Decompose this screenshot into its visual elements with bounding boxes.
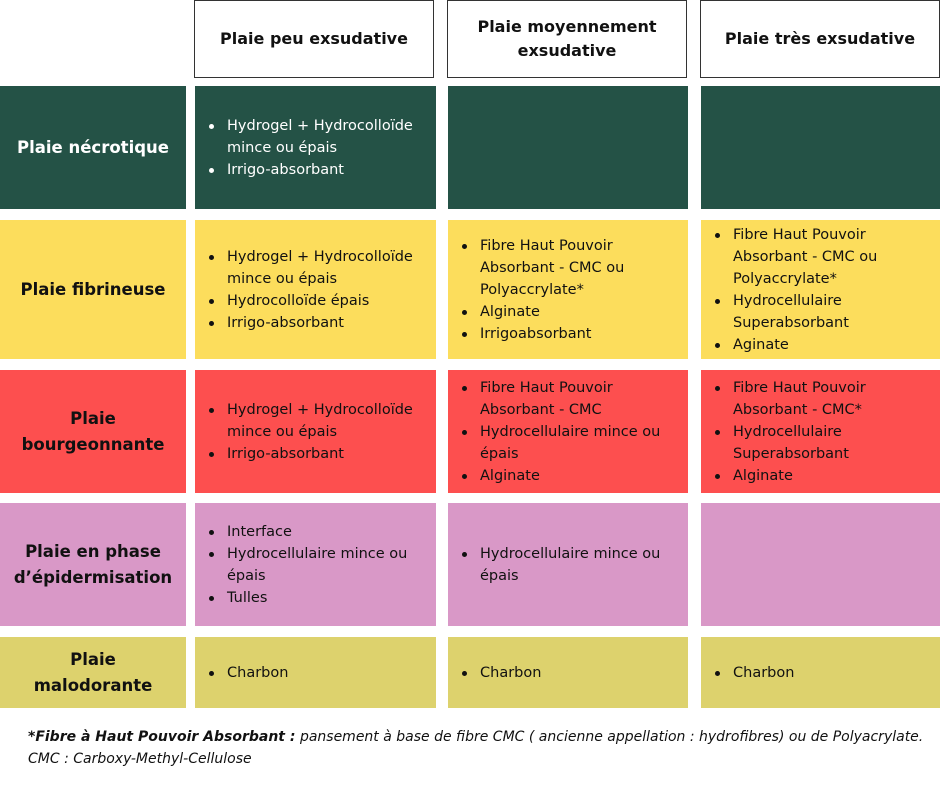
row-label-text: Plaie nécrotique bbox=[17, 137, 169, 157]
row-label-text: Plaie malodorante bbox=[33, 649, 153, 695]
row-label-epidermisation bbox=[0, 503, 186, 626]
cell-epidermisation-moyennement-exsudative bbox=[448, 503, 688, 626]
treatment-item: Irrigoabsorbant bbox=[460, 323, 680, 345]
cell-epidermisation-tres-exsudative bbox=[701, 503, 940, 626]
treatment-item: Fibre Haut Pouvoir Absorbant - CMC bbox=[460, 377, 680, 421]
treatment-item: Hydrogel + Hydrocolloïde mince ou épais bbox=[207, 399, 428, 443]
cell-bourgeonnante-moyennement-exsudative bbox=[448, 370, 688, 493]
treatment-list bbox=[460, 662, 541, 684]
footnote-term: *Fibre à Haut Pouvoir Absorbant : bbox=[28, 729, 296, 745]
footnote-definition-line bbox=[28, 726, 928, 748]
treatment-list bbox=[713, 377, 932, 487]
cell-necrotique-peu-exsudative bbox=[195, 86, 436, 209]
treatment-item: Irrigo-absorbant bbox=[207, 159, 428, 181]
footnote bbox=[28, 726, 928, 770]
treatment-item: Alginate bbox=[460, 465, 680, 487]
treatment-item: Alginate bbox=[460, 301, 680, 323]
row-label-malodorante bbox=[0, 637, 186, 708]
treatment-item: Tulles bbox=[207, 587, 428, 609]
treatment-item: Fibre Haut Pouvoir Absorbant - CMC ou Polyaccrylate* bbox=[460, 235, 680, 301]
treatment-item: Hydrocellulaire Superabsorbant bbox=[713, 421, 932, 465]
treatment-item: Charbon bbox=[207, 662, 288, 684]
treatment-list bbox=[713, 662, 794, 684]
treatment-list bbox=[460, 235, 680, 345]
column-header-label: Plaie très exsudative bbox=[724, 29, 916, 48]
footnote-definition: pansement à base de fibre CMC ( ancienne appellation : hydrofibres) ou de Polyacrylate. bbox=[299, 729, 924, 745]
treatment-item: Hydrocellulaire mince ou épais bbox=[460, 421, 680, 465]
cell-epidermisation-peu-exsudative bbox=[195, 503, 436, 626]
column-header-tres-exsudative bbox=[700, 0, 940, 78]
treatment-item: Fibre Haut Pouvoir Absorbant - CMC ou Polyaccrylate* bbox=[713, 224, 932, 290]
treatment-item: Hydrocellulaire mince ou épais bbox=[207, 543, 428, 587]
cell-necrotique-moyennement-exsudative bbox=[448, 86, 688, 209]
column-header-label: Plaie moyennement exsudative bbox=[477, 17, 657, 60]
footnote-abbreviation: CMC : Carboxy-Methyl-Cellulose bbox=[28, 751, 252, 767]
column-header-moyennement-exsudative bbox=[447, 0, 687, 78]
cell-fibrineuse-tres-exsudative bbox=[701, 220, 940, 359]
treatment-list bbox=[207, 246, 428, 334]
cell-malodorante-tres-exsudative bbox=[701, 637, 940, 708]
treatment-list bbox=[460, 543, 680, 587]
treatment-item: Irrigo-absorbant bbox=[207, 312, 428, 334]
treatment-item: Hydrogel + Hydrocolloïde mince ou épais bbox=[207, 115, 428, 159]
treatment-item: Alginate bbox=[713, 465, 932, 487]
treatment-item: Aginate bbox=[713, 334, 932, 356]
treatment-item: Interface bbox=[207, 521, 428, 543]
row-label-text: Plaie fibrineuse bbox=[20, 279, 166, 299]
treatment-item: Hydrocolloïde épais bbox=[207, 290, 428, 312]
treatment-item: Irrigo-absorbant bbox=[207, 443, 428, 465]
treatment-item: Hydrocellulaire Superabsorbant bbox=[713, 290, 932, 334]
cell-fibrineuse-moyennement-exsudative bbox=[448, 220, 688, 359]
cell-malodorante-peu-exsudative bbox=[195, 637, 436, 708]
cell-fibrineuse-peu-exsudative bbox=[195, 220, 436, 359]
treatment-item: Charbon bbox=[713, 662, 794, 684]
row-label-bourgeonnante bbox=[0, 370, 186, 493]
row-label-fibrineuse bbox=[0, 220, 186, 359]
treatment-item: Charbon bbox=[460, 662, 541, 684]
treatment-item: Hydrocellulaire mince ou épais bbox=[460, 543, 680, 587]
treatment-list bbox=[460, 377, 680, 487]
treatment-list bbox=[207, 115, 428, 181]
cell-bourgeonnante-tres-exsudative bbox=[701, 370, 940, 493]
row-label-text: Plaie bourgeonnante bbox=[21, 408, 165, 454]
treatment-item: Fibre Haut Pouvoir Absorbant - CMC* bbox=[713, 377, 932, 421]
treatment-list bbox=[207, 662, 288, 684]
column-header-label: Plaie peu exsudative bbox=[220, 29, 408, 48]
column-header-peu-exsudative bbox=[194, 0, 434, 78]
cell-necrotique-tres-exsudative bbox=[701, 86, 940, 209]
cell-malodorante-moyennement-exsudative bbox=[448, 637, 688, 708]
cell-bourgeonnante-peu-exsudative bbox=[195, 370, 436, 493]
treatment-item: Hydrogel + Hydrocolloïde mince ou épais bbox=[207, 246, 428, 290]
treatment-list bbox=[207, 521, 428, 609]
row-label-text: Plaie en phase d’épidermisation bbox=[13, 541, 173, 587]
row-label-necrotique bbox=[0, 86, 186, 209]
treatment-list bbox=[207, 399, 428, 465]
treatment-list bbox=[713, 224, 932, 356]
